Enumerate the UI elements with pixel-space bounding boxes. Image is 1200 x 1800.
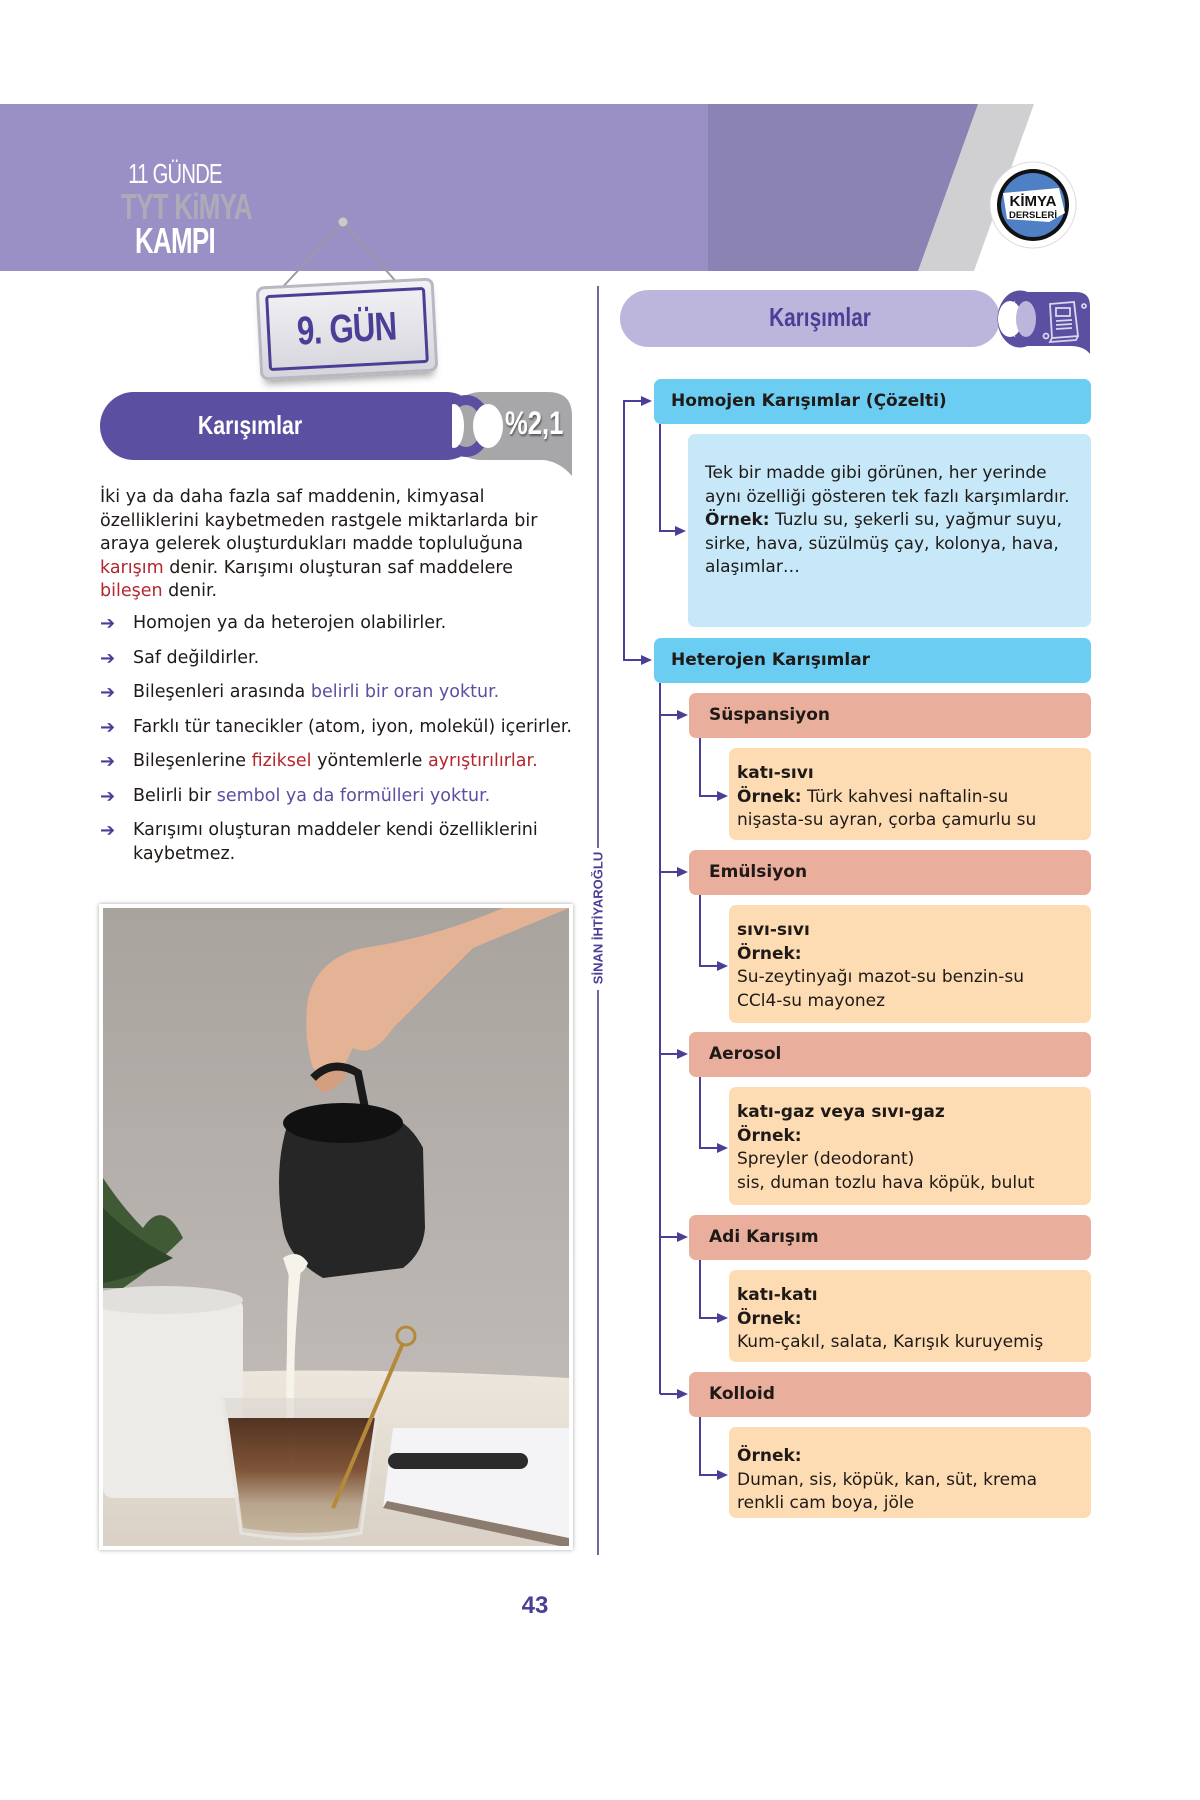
property-text: Saf değildirler. [133,647,260,668]
property-text: yöntemlerle [311,751,428,771]
logo-text-2: DERSLERİ [1008,210,1058,221]
mixture-type-header [689,693,1091,738]
logo-text-1: KİMYA [1009,193,1057,210]
property-item [100,785,590,809]
arrow-head-icon [675,526,686,536]
intro-text: İki ya da daha fazla saf maddenin, kimyasal özelliklerini kaybetmeden rastgele miktarlarda bir araya gelerek oluşturdukları madde topluluğuna [100,487,538,554]
example-text: Duman, sis, köpük, kan, süt, krema renkli cam boya, jöle [737,1469,1038,1513]
kimya-dersleri-logo [989,161,1077,249]
example-text: Tuzlu su, şekerli su, yağmur suyu, sirke, hava, süzülmüş çay, kolonya, hava, alaşımlar… [705,510,1062,577]
sign-board [256,277,439,380]
connector-line [700,895,718,966]
property-item [100,819,590,866]
book-badge [990,290,1092,354]
connector-line [660,424,676,531]
arrow-right-icon: ➔ [100,647,116,669]
phase-label: katı-sıvı [737,763,814,783]
arrow-head-icon [641,655,652,665]
mixture-type-name: Aerosol [709,1044,782,1064]
left-section-title-text: Karışımlar [197,410,303,440]
mixture-type-body [729,1270,1091,1362]
milk-coffee-photo [99,904,573,1550]
arrow-right-icon: ➔ [100,751,116,772]
connector-line [700,738,718,796]
mixture-type-name: Süspansiyon [709,705,831,725]
arrow-head-icon [641,396,652,406]
arrow-head-icon [677,710,688,720]
heterojen-header [654,638,1091,683]
brand-line-3: KAMPI [135,220,215,261]
property-text: Bileşenlerine [133,751,252,771]
property-text: Homojen ya da heterojen olabilirler. [133,613,447,633]
mixture-type-header [689,1215,1091,1260]
property-text: Bileşenleri arasında [133,682,311,702]
sign-string [280,222,343,290]
ring-icon [473,404,503,448]
author-name: SİNAN İHTİYAROĞLU [590,851,606,985]
mixture-type-body [729,1087,1091,1205]
mixture-type-details [737,762,1081,833]
property-item [100,612,590,636]
property-item [100,681,590,705]
property-text: Belirli bir [133,785,217,806]
phase-label: katı-gaz veya sıvı-gaz [737,1102,945,1122]
connector-line [700,1417,718,1475]
column-divider-bottom [597,990,599,1555]
homojen-details [705,462,1081,580]
property-item [100,716,590,740]
property-highlight: sembol ya da formülleri yoktur. [216,785,491,806]
homojen-header [654,379,1091,424]
column-divider-top [597,286,599,848]
description-text: Tek bir madde gibi görünen, her yerinde aynı özelliği gösteren tek fazlı karşımlardır. [705,463,1070,507]
arrow-right-icon: ➔ [100,682,116,703]
example-text: Türk kahvesi naftalin-su nişasta-su ayran, çorba çamurlu su [737,786,1037,830]
arrow-right-icon: ➔ [100,820,116,841]
connector-line [700,1077,718,1148]
arrow-head-icon [717,1313,728,1323]
brand-line-2: TYT KiMYA [121,186,252,227]
page-number: 43 [521,1592,549,1619]
example-label: Örnek: [737,1446,802,1466]
property-text: Karışımı oluşturan maddeler kendi özelliklerini kaybetmez. [133,820,538,864]
mixture-type-header [689,1372,1091,1417]
arrow-head-icon [677,1049,688,1059]
arrow-right-icon: ➔ [100,716,116,738]
heterojen-title: Heterojen Karışımlar [671,650,871,670]
term-bilesen: bileşen [100,581,163,601]
example-label: Örnek: [737,943,802,964]
mixture-type-name: Adi Karışım [709,1227,819,1247]
sign-string [343,222,400,286]
connector-line [624,401,642,660]
mixture-type-header [689,1032,1091,1077]
brand-line-1: 11 GÜNDE [128,158,222,189]
intro-text: denir. [162,581,218,601]
property-text: Farklı tür tanecikler (atom, iyon, molekül) içerirler. [133,716,572,737]
example-label: Örnek: [737,786,802,807]
mixture-type-body [729,1427,1091,1518]
arrow-head-icon [677,1389,688,1399]
nail-icon [338,217,348,227]
mixture-type-body [729,905,1091,1023]
phase-label: sıvı-sıvı [737,920,810,940]
arrow-head-icon [717,961,728,971]
phase-label: katı-katı [737,1285,818,1305]
percentage-value: %2,1 [505,405,564,441]
example-label: Örnek: [737,1125,802,1146]
mixture-type-details [737,1101,1081,1195]
arrow-right-icon: ➔ [100,613,116,634]
arrow-head-icon [717,791,728,801]
right-section-title-text: Karışımlar [769,302,871,332]
homojen-body [688,434,1091,627]
arrow-head-icon [717,1470,728,1480]
property-item [100,750,590,774]
example-text: Spreyler (deodorant) sis, duman tozlu hava köpük, bulut [737,1149,1035,1193]
intro-text: denir. Karışımı oluşturan saf maddelere [163,557,513,578]
property-list [100,612,590,877]
mixture-type-details [737,1284,1081,1355]
right-section-title [620,290,1000,347]
mixture-type-body [729,748,1091,840]
example-label: Örnek: [705,510,770,530]
example-text: Su-zeytinyağı mazot-su benzin-su CCl4-su mayonez [737,967,1025,1011]
example-text: Kum-çakıl, salata, Karışık kuruyemiş [737,1332,1044,1352]
arrow-right-icon: ➔ [100,785,116,807]
left-section-title [100,392,480,460]
mixture-type-name: Emülsiyon [709,862,808,882]
property-item [100,647,590,671]
homojen-title: Homojen Karışımlar (Çözelti) [671,391,947,411]
mixture-type-details [737,1445,1081,1516]
mixture-type-details [737,919,1081,1013]
property-highlight: ayrıştırılırlar. [427,751,538,771]
property-highlight: belirli bir oran yoktur. [310,682,500,702]
day-sign [240,212,450,387]
day-label: 9. GÜN [296,303,398,354]
term-karisim: karışım [100,557,164,578]
example-label: Örnek: [737,1308,802,1329]
property-highlight: fiziksel [251,751,312,771]
connector-line [700,1260,718,1318]
mixture-type-header [689,850,1091,895]
intro-paragraph [100,486,580,604]
mixture-type-name: Kolloid [709,1384,775,1404]
arrow-head-icon [677,1232,688,1242]
author-credit [586,851,610,985]
arrow-head-icon [677,867,688,877]
arrow-head-icon [717,1143,728,1153]
